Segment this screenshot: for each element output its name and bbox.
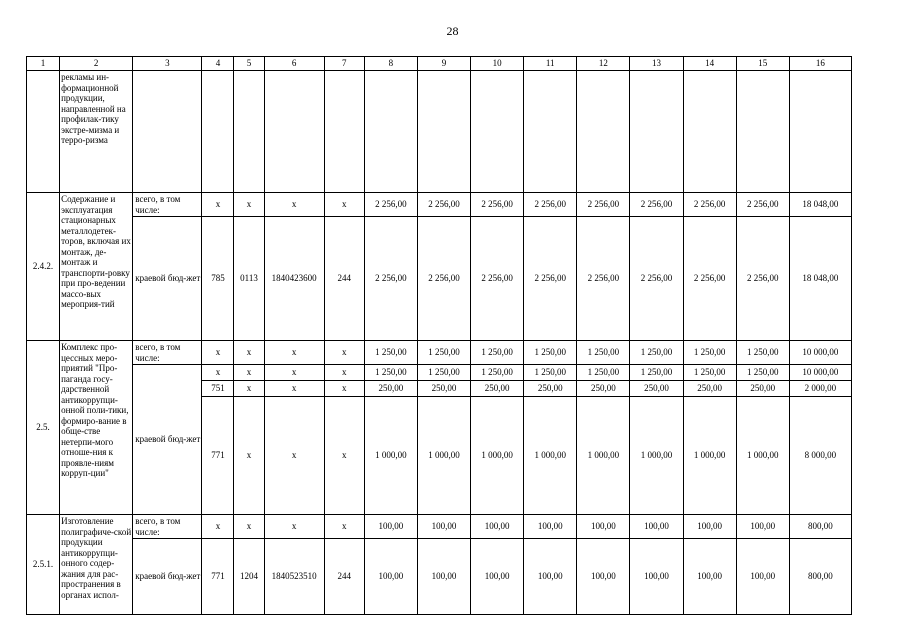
year-value-cell: 1 250,00 — [630, 365, 683, 381]
table-row — [27, 515, 852, 539]
empty-cell — [133, 71, 202, 193]
code-cell: x — [202, 341, 234, 365]
year-value-cell: 1 250,00 — [471, 365, 524, 381]
year-value-cell: 250,00 — [736, 381, 789, 397]
code-cell: 0113 — [234, 217, 264, 341]
source-cell: всего, в том числе: — [133, 341, 202, 365]
row-number-cell — [27, 71, 60, 193]
code-cell: x — [234, 515, 264, 539]
year-value-cell: 1 000,00 — [630, 397, 683, 515]
table-row — [27, 193, 852, 217]
year-value-cell: 1 000,00 — [417, 397, 470, 515]
year-value-cell: 250,00 — [417, 381, 470, 397]
header-cell: 10 — [471, 57, 524, 71]
year-value-cell: 1 250,00 — [471, 341, 524, 365]
code-cell: 1840523510 — [264, 539, 324, 615]
empty-cell — [264, 71, 324, 193]
total-value-cell: 18 048,00 — [789, 217, 851, 341]
year-value-cell: 1 000,00 — [683, 397, 736, 515]
year-value-cell: 1 250,00 — [524, 365, 577, 381]
year-value-cell: 1 250,00 — [630, 341, 683, 365]
total-value-cell: 8 000,00 — [789, 397, 851, 515]
year-value-cell: 100,00 — [577, 539, 630, 615]
year-value-cell: 100,00 — [364, 515, 417, 539]
year-value-cell: 2 256,00 — [417, 193, 470, 217]
empty-cell — [417, 71, 470, 193]
year-value-cell: 250,00 — [630, 381, 683, 397]
code-cell: 785 — [202, 217, 234, 341]
year-value-cell: 2 256,00 — [577, 217, 630, 341]
header-cell: 3 — [133, 57, 202, 71]
source-cell: всего, в том числе: — [133, 193, 202, 217]
code-cell: 771 — [202, 397, 234, 515]
code-cell: 1840423600 — [264, 217, 324, 341]
year-value-cell: 100,00 — [736, 539, 789, 615]
header-cell: 14 — [683, 57, 736, 71]
year-value-cell: 100,00 — [417, 515, 470, 539]
year-value-cell: 1 250,00 — [683, 341, 736, 365]
description-cell: Комплекс про-цессных меро-приятий "Про-паганда госу-дарственной антикоррупци-онной поли-тики, формиро-вание в обще-стве нетерпи-мого отноше-ния к проявле-ниям корруп-ции" — [60, 341, 133, 515]
code-cell: x — [264, 397, 324, 515]
description-cell: Содержание и эксплуатация стационарных металлодетек-торов, включая их монтаж, де-монтаж и транспорти-ровку при про-ведении массо-вых мероприя-тий — [60, 193, 133, 341]
code-cell: x — [324, 341, 364, 365]
code-cell: x — [234, 341, 264, 365]
code-cell: x — [264, 365, 324, 381]
header-cell: 2 — [60, 57, 133, 71]
header-cell: 13 — [630, 57, 683, 71]
header-cell: 6 — [264, 57, 324, 71]
year-value-cell: 100,00 — [524, 515, 577, 539]
year-value-cell: 2 256,00 — [630, 217, 683, 341]
total-value-cell: 10 000,00 — [789, 365, 851, 381]
table-row — [27, 217, 852, 341]
header-cell: 15 — [736, 57, 789, 71]
year-value-cell: 1 000,00 — [736, 397, 789, 515]
year-value-cell: 100,00 — [471, 515, 524, 539]
table-row — [27, 539, 852, 615]
header-cell: 1 — [27, 57, 60, 71]
continuation-row — [27, 71, 852, 193]
code-cell: x — [234, 381, 264, 397]
description-cell: Изготовление полиграфиче-ской продукции антикоррупци-онного содер-жания для рас-пространения в органах испол- — [60, 515, 133, 615]
code-cell: x — [234, 365, 264, 381]
page-number: 28 — [446, 24, 459, 38]
year-value-cell: 250,00 — [471, 381, 524, 397]
total-value-cell: 2 000,00 — [789, 381, 851, 397]
year-value-cell: 1 250,00 — [364, 341, 417, 365]
row-number-cell: 2.5. — [27, 341, 60, 515]
code-cell: x — [264, 341, 324, 365]
source-cell: краевой бюд-жет — [133, 217, 202, 341]
year-value-cell: 2 256,00 — [417, 217, 470, 341]
year-value-cell: 1 250,00 — [736, 365, 789, 381]
header-cell: 9 — [417, 57, 470, 71]
header-row — [27, 57, 852, 71]
budget-table — [26, 56, 852, 615]
code-cell: x — [324, 193, 364, 217]
year-value-cell: 250,00 — [683, 381, 736, 397]
year-value-cell: 2 256,00 — [471, 193, 524, 217]
empty-cell — [577, 71, 630, 193]
code-cell: 244 — [324, 539, 364, 615]
total-value-cell: 800,00 — [789, 539, 851, 615]
year-value-cell: 2 256,00 — [524, 217, 577, 341]
code-cell: x — [324, 381, 364, 397]
year-value-cell: 2 256,00 — [364, 217, 417, 341]
header-cell: 5 — [234, 57, 264, 71]
empty-cell — [736, 71, 789, 193]
total-value-cell: 18 048,00 — [789, 193, 851, 217]
empty-cell — [683, 71, 736, 193]
header-cell: 16 — [789, 57, 851, 71]
empty-cell — [471, 71, 524, 193]
code-cell: x — [324, 515, 364, 539]
year-value-cell: 2 256,00 — [736, 217, 789, 341]
source-cell: краевой бюд-жет — [133, 539, 202, 615]
empty-cell — [364, 71, 417, 193]
header-cell: 11 — [524, 57, 577, 71]
year-value-cell: 100,00 — [364, 539, 417, 615]
year-value-cell: 2 256,00 — [471, 217, 524, 341]
code-cell: x — [264, 193, 324, 217]
code-cell: x — [234, 193, 264, 217]
empty-cell — [324, 71, 364, 193]
row-number-cell: 2.5.1. — [27, 515, 60, 615]
empty-cell — [524, 71, 577, 193]
year-value-cell: 2 256,00 — [630, 193, 683, 217]
year-value-cell: 2 256,00 — [736, 193, 789, 217]
year-value-cell: 1 000,00 — [364, 397, 417, 515]
header-cell: 7 — [324, 57, 364, 71]
year-value-cell: 100,00 — [683, 539, 736, 615]
year-value-cell: 1 250,00 — [364, 365, 417, 381]
source-cell: краевой бюд-жет — [133, 365, 202, 515]
year-value-cell: 1 250,00 — [417, 341, 470, 365]
empty-cell — [202, 71, 234, 193]
code-cell: 1204 — [234, 539, 264, 615]
year-value-cell: 1 250,00 — [417, 365, 470, 381]
code-cell: x — [264, 381, 324, 397]
source-cell: всего, в том числе: — [133, 515, 202, 539]
header-cell: 12 — [577, 57, 630, 71]
code-cell: 244 — [324, 217, 364, 341]
year-value-cell: 100,00 — [630, 539, 683, 615]
code-cell: x — [234, 397, 264, 515]
code-cell: x — [202, 365, 234, 381]
year-value-cell: 2 256,00 — [364, 193, 417, 217]
year-value-cell: 2 256,00 — [683, 217, 736, 341]
year-value-cell: 1 000,00 — [577, 397, 630, 515]
table-row — [27, 341, 852, 365]
year-value-cell: 100,00 — [736, 515, 789, 539]
code-cell: x — [324, 397, 364, 515]
year-value-cell: 2 256,00 — [683, 193, 736, 217]
empty-cell — [789, 71, 851, 193]
description-cell: рекламы ин-формационной продукции, направленной на профилак-тику экстре-мизма и терро-ризма — [60, 71, 133, 193]
code-cell: x — [324, 365, 364, 381]
year-value-cell: 100,00 — [417, 539, 470, 615]
header-cell: 4 — [202, 57, 234, 71]
year-value-cell: 1 000,00 — [524, 397, 577, 515]
year-value-cell: 2 256,00 — [577, 193, 630, 217]
year-value-cell: 100,00 — [683, 515, 736, 539]
total-value-cell: 800,00 — [789, 515, 851, 539]
year-value-cell: 250,00 — [577, 381, 630, 397]
header-cell: 8 — [364, 57, 417, 71]
code-cell: x — [264, 515, 324, 539]
empty-cell — [630, 71, 683, 193]
year-value-cell: 100,00 — [630, 515, 683, 539]
row-number-cell: 2.4.2. — [27, 193, 60, 341]
code-cell: 751 — [202, 381, 234, 397]
year-value-cell: 1 250,00 — [736, 341, 789, 365]
code-cell: 771 — [202, 539, 234, 615]
year-value-cell: 100,00 — [524, 539, 577, 615]
year-value-cell: 1 250,00 — [683, 365, 736, 381]
code-cell: x — [202, 193, 234, 217]
year-value-cell: 1 250,00 — [577, 365, 630, 381]
empty-cell — [234, 71, 264, 193]
year-value-cell: 1 250,00 — [524, 341, 577, 365]
year-value-cell: 100,00 — [471, 539, 524, 615]
year-value-cell: 250,00 — [364, 381, 417, 397]
year-value-cell: 100,00 — [577, 515, 630, 539]
code-cell: x — [202, 515, 234, 539]
year-value-cell: 1 000,00 — [471, 397, 524, 515]
year-value-cell: 250,00 — [524, 381, 577, 397]
table-row — [27, 365, 852, 381]
total-value-cell: 10 000,00 — [789, 341, 851, 365]
year-value-cell: 2 256,00 — [524, 193, 577, 217]
year-value-cell: 1 250,00 — [577, 341, 630, 365]
